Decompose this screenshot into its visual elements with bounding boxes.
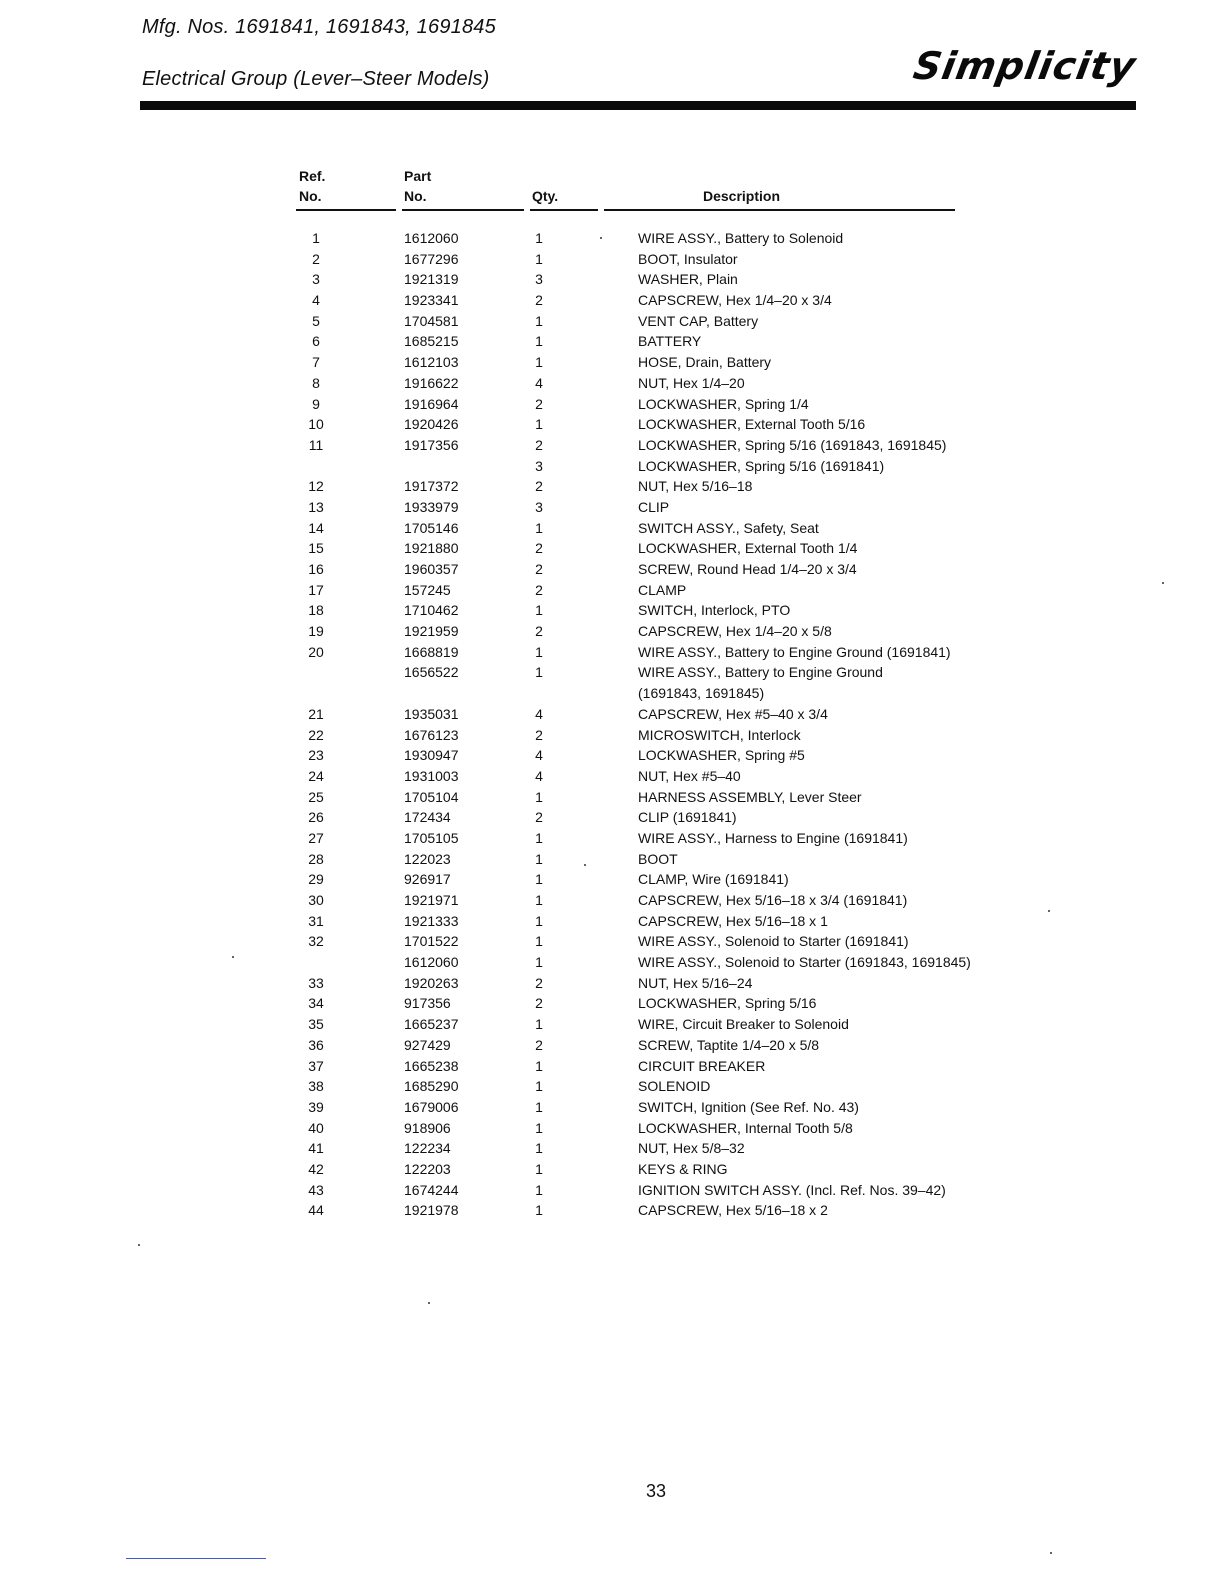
table-row (0, 911, 1224, 932)
table-row (0, 456, 1224, 477)
part-no: 918906 (404, 1119, 451, 1136)
scan-speck (428, 1302, 430, 1304)
part-no: 1916622 (404, 374, 459, 391)
description: CAPSCREW, Hex 1/4–20 x 3/4 (638, 292, 832, 309)
part-no: 1923341 (404, 292, 459, 309)
ref-no: 13 (308, 498, 324, 515)
table-row (0, 269, 1224, 290)
ref-no: 34 (308, 995, 324, 1012)
scan-speck (232, 956, 234, 958)
qty: 1 (535, 933, 543, 950)
description: SCREW, Taptite 1/4–20 x 5/8 (638, 1036, 820, 1053)
part-no: 1677296 (404, 250, 459, 267)
ref-no: 32 (308, 933, 324, 950)
ref-no: 20 (308, 643, 324, 660)
ref-no: 1 (312, 230, 320, 246)
qty: 1 (535, 892, 543, 908)
part-no: 1921959 (404, 623, 459, 640)
ref-no: 8 (312, 374, 320, 391)
col-header-description: Description (703, 188, 781, 204)
description: LOCKWASHER, Spring 5/16 (1691843, 1691845) (638, 436, 947, 453)
qty: 1 (535, 416, 543, 433)
table-row (0, 352, 1224, 373)
table-row (0, 1035, 1224, 1056)
qty: 2 (535, 623, 543, 640)
part-no: 122234 (404, 1140, 451, 1157)
description: CLIP (1691841) (638, 809, 737, 826)
table-row (0, 580, 1224, 601)
part-no: 1920263 (404, 974, 459, 991)
qty: 1 (535, 1098, 543, 1115)
description: WIRE ASSY., Battery to Solenoid (638, 230, 844, 246)
description: LOCKWASHER, Internal Tooth 5/8 (638, 1119, 853, 1136)
description: CLAMP, Wire (1691841) (638, 871, 789, 888)
part-no: 1612060 (404, 230, 459, 246)
ref-no: 18 (308, 602, 324, 619)
page-number: 33 (645, 1481, 667, 1501)
description: LOCKWASHER, Spring 1/4 (638, 395, 809, 412)
part-no: 1656522 (404, 664, 459, 681)
part-no: 1612060 (404, 954, 459, 971)
ref-no: 33 (308, 974, 324, 991)
description: LOCKWASHER, Spring 5/16 (638, 995, 817, 1012)
qty: 1 (535, 871, 543, 888)
table-row (0, 745, 1224, 766)
table-row (0, 290, 1224, 311)
qty: 1 (535, 602, 543, 619)
ref-no: 43 (308, 1181, 324, 1198)
description: HOSE, Drain, Battery (638, 354, 772, 371)
ref-no: 9 (312, 395, 320, 412)
qty: 2 (535, 436, 543, 453)
qty: 1 (535, 312, 543, 329)
ref-no: 25 (308, 788, 324, 805)
scan-speck (1162, 582, 1164, 584)
table-row (0, 621, 1224, 642)
qty: 2 (535, 581, 543, 598)
qty: 1 (535, 829, 543, 846)
ref-no: 17 (308, 581, 324, 598)
part-no: 1676123 (404, 726, 459, 743)
col-header-part: Part No. (404, 168, 432, 204)
table-row (0, 1014, 1224, 1035)
part-no: 1921971 (404, 892, 459, 908)
table-row (0, 1200, 1224, 1221)
table-row (0, 1076, 1224, 1097)
qty: 1 (535, 850, 543, 867)
part-no: 1921319 (404, 271, 459, 288)
part-no: 1917356 (404, 436, 459, 453)
description: NUT, Hex 5/16–24 (638, 974, 753, 991)
ref-no: 19 (308, 623, 324, 640)
qty: 1 (535, 1119, 543, 1136)
table-row (0, 931, 1224, 952)
qty: 1 (535, 1140, 543, 1157)
qty: 1 (535, 664, 543, 681)
part-no: 1960357 (404, 561, 459, 577)
part-no: 1920426 (404, 416, 459, 433)
part-no: 1710462 (404, 602, 459, 619)
group-title: Electrical Group (Lever–Steer Models) (142, 68, 490, 90)
ref-no: 37 (308, 1057, 324, 1074)
part-no: 926917 (404, 871, 451, 888)
qty: 1 (535, 954, 543, 971)
description: SOLENOID (638, 1078, 711, 1095)
description: MICROSWITCH, Interlock (638, 726, 801, 743)
qty: 1 (535, 1078, 543, 1095)
part-no: 1701522 (404, 933, 459, 950)
ref-no: 14 (308, 519, 324, 536)
qty: 4 (535, 747, 543, 764)
qty: 2 (535, 809, 543, 826)
ref-no: 6 (312, 333, 320, 350)
description: KEYS & RING (638, 1160, 728, 1177)
part-no: 122023 (404, 850, 451, 867)
table-row (0, 373, 1224, 394)
qty: 1 (535, 643, 543, 660)
ref-no: 15 (308, 540, 324, 557)
description: NUT, Hex #5–40 (638, 767, 741, 784)
col-header-ref: Ref. No. (299, 168, 326, 204)
description: BOOT, Insulator (638, 250, 738, 267)
description: CAPSCREW, Hex 5/16–18 x 2 (638, 1202, 828, 1219)
qty: 1 (535, 788, 543, 805)
table-row (0, 1056, 1224, 1077)
ref-no: 11 (308, 436, 324, 453)
ref-no: 12 (308, 478, 324, 495)
description: WIRE ASSY., Battery to Engine Ground (1691841) (638, 643, 951, 660)
qty: 1 (535, 230, 543, 246)
table-row (0, 993, 1224, 1014)
part-no: 1668819 (404, 643, 459, 660)
ref-no: 28 (308, 850, 324, 867)
table-row (0, 642, 1224, 663)
ref-no: 38 (308, 1078, 324, 1095)
table-row (0, 787, 1224, 808)
part-no: 122203 (404, 1160, 451, 1177)
ref-no: 5 (312, 312, 320, 329)
table-row (0, 435, 1224, 456)
mfg-numbers: Mfg. Nos. 1691841, 1691843, 1691845 (142, 16, 496, 38)
table-row (0, 1118, 1224, 1139)
description: WIRE ASSY., Harness to Engine (1691841) (638, 829, 908, 846)
ref-no: 39 (308, 1098, 324, 1115)
description: BOOT (638, 850, 678, 867)
qty: 4 (535, 374, 543, 391)
description: CIRCUIT BREAKER (638, 1057, 766, 1074)
header-underline (530, 209, 598, 211)
qty: 2 (535, 292, 543, 309)
table-row (0, 869, 1224, 890)
description: SWITCH ASSY., Safety, Seat (638, 519, 819, 536)
header-underline (402, 209, 524, 211)
part-no: 1921333 (404, 912, 459, 929)
qty: 1 (535, 912, 543, 929)
brand-logo: Simplicity (910, 44, 1140, 88)
qty: 1 (535, 519, 543, 536)
qty: 2 (535, 395, 543, 412)
description: CAPSCREW, Hex 5/16–18 x 1 (638, 912, 828, 929)
part-no: 1917372 (404, 478, 459, 495)
part-no: 1704581 (404, 312, 459, 329)
qty: 1 (535, 354, 543, 371)
description: WIRE ASSY., Solenoid to Starter (1691841) (638, 933, 909, 950)
description: (1691843, 1691845) (638, 685, 765, 702)
qty: 4 (535, 705, 543, 722)
ref-no: 35 (308, 1016, 324, 1033)
table-row (0, 725, 1224, 746)
ref-no: 36 (308, 1036, 324, 1053)
description: CLAMP (638, 581, 687, 598)
table-row (0, 766, 1224, 787)
table-row (0, 414, 1224, 435)
table-row (0, 538, 1224, 559)
description: CAPSCREW, Hex 5/16–18 x 3/4 (1691841) (638, 892, 908, 908)
qty: 2 (535, 995, 543, 1012)
part-no: 1674244 (404, 1181, 459, 1198)
part-no: 1933979 (404, 498, 459, 515)
ref-no: 44 (308, 1202, 324, 1219)
footer-rule (126, 1558, 266, 1559)
description: CAPSCREW, Hex 1/4–20 x 5/8 (638, 623, 832, 640)
ref-no: 2 (312, 250, 320, 267)
qty: 1 (535, 1181, 543, 1198)
qty: 2 (535, 1036, 543, 1053)
scan-speck (1050, 1552, 1052, 1554)
qty: 1 (535, 333, 543, 350)
description: SCREW, Round Head 1/4–20 x 3/4 (638, 561, 857, 577)
part-no: 1679006 (404, 1098, 459, 1115)
part-no: 927429 (404, 1036, 451, 1053)
table-row (0, 807, 1224, 828)
qty: 1 (535, 1202, 543, 1219)
scan-speck (138, 1244, 140, 1246)
part-no: 1930947 (404, 747, 459, 764)
description: LOCKWASHER, Spring #5 (638, 747, 805, 764)
qty: 3 (535, 271, 543, 288)
ref-no: 27 (308, 829, 324, 846)
table-row (0, 249, 1224, 270)
qty: 1 (535, 1160, 543, 1177)
description: LOCKWASHER, External Tooth 1/4 (638, 540, 858, 557)
ref-no: 26 (308, 809, 324, 826)
description: IGNITION SWITCH ASSY. (Incl. Ref. Nos. 39–42) (638, 1181, 946, 1198)
col-header-qty: Qty. (532, 188, 559, 204)
part-no: 917356 (404, 995, 451, 1012)
description: WASHER, Plain (638, 271, 738, 288)
ref-no: 7 (312, 354, 320, 371)
table-row (0, 662, 1224, 683)
header-underline (296, 209, 396, 211)
qty: 2 (535, 974, 543, 991)
description: HARNESS ASSEMBLY, Lever Steer (638, 788, 862, 805)
qty: 4 (535, 767, 543, 784)
qty: 1 (535, 250, 543, 267)
description: WIRE ASSY., Battery to Engine Ground (638, 664, 883, 681)
part-no: 1705104 (404, 788, 459, 805)
ref-no: 30 (308, 892, 324, 908)
description: LOCKWASHER, External Tooth 5/16 (638, 416, 866, 433)
part-no: 1931003 (404, 767, 459, 784)
description: SWITCH, Interlock, PTO (638, 602, 791, 619)
ref-no: 42 (308, 1160, 324, 1177)
parts-table (0, 228, 1224, 1221)
part-no: 1705105 (404, 829, 459, 846)
description: NUT, Hex 5/8–32 (638, 1140, 745, 1157)
part-no: 1921880 (404, 540, 459, 557)
part-no: 1935031 (404, 705, 459, 722)
part-no: 1685215 (404, 333, 459, 350)
table-row (0, 1097, 1224, 1118)
qty: 3 (535, 457, 543, 474)
ref-no: 40 (308, 1119, 324, 1136)
description: CLIP (638, 498, 670, 515)
table-row (0, 828, 1224, 849)
scan-speck (1048, 910, 1050, 912)
table-row (0, 559, 1224, 580)
header-underline (604, 209, 955, 211)
qty: 2 (535, 726, 543, 743)
header-rule (140, 101, 1136, 110)
description: VENT CAP, Battery (638, 312, 759, 329)
part-no: 1612103 (404, 354, 459, 371)
part-no: 1705146 (404, 519, 459, 536)
table-row (0, 890, 1224, 911)
part-no: 1665238 (404, 1057, 459, 1074)
description: WIRE, Circuit Breaker to Solenoid (638, 1016, 849, 1033)
ref-no: 24 (308, 767, 324, 784)
part-no: 1665237 (404, 1016, 459, 1033)
ref-no: 3 (312, 271, 320, 288)
table-row (0, 518, 1224, 539)
table-row (0, 228, 1224, 249)
table-row (0, 394, 1224, 415)
ref-no: 23 (308, 747, 324, 764)
table-row (0, 1159, 1224, 1180)
table-row (0, 497, 1224, 518)
part-no: 157245 (404, 581, 451, 598)
table-row (0, 849, 1224, 870)
description: NUT, Hex 5/16–18 (638, 478, 753, 495)
description: SWITCH, Ignition (See Ref. No. 43) (638, 1098, 859, 1115)
ref-no: 41 (308, 1140, 324, 1157)
qty: 1 (535, 1016, 543, 1033)
qty: 2 (535, 540, 543, 557)
ref-no: 10 (308, 416, 324, 433)
table-row (0, 973, 1224, 994)
table-row (0, 704, 1224, 725)
ref-no: 21 (308, 705, 324, 722)
description: BATTERY (638, 333, 702, 350)
table-row (0, 311, 1224, 332)
qty: 3 (535, 498, 543, 515)
ref-no: 16 (308, 561, 324, 577)
scan-speck (600, 237, 602, 239)
part-no: 1921978 (404, 1202, 459, 1219)
table-row (0, 476, 1224, 497)
description: LOCKWASHER, Spring 5/16 (1691841) (638, 457, 885, 474)
table-row (0, 952, 1224, 973)
table-row (0, 683, 1224, 704)
ref-no: 4 (312, 292, 320, 309)
ref-no: 29 (308, 871, 324, 888)
description: CAPSCREW, Hex #5–40 x 3/4 (638, 705, 828, 722)
table-row (0, 1180, 1224, 1201)
qty: 2 (535, 561, 543, 577)
scan-speck (584, 864, 586, 866)
description: WIRE ASSY., Solenoid to Starter (1691843, 1691845) (638, 954, 971, 971)
part-no: 1685290 (404, 1078, 459, 1095)
table-row (0, 1138, 1224, 1159)
qty: 1 (535, 1057, 543, 1074)
part-no: 172434 (404, 809, 451, 826)
part-no: 1916964 (404, 395, 459, 412)
ref-no: 22 (308, 726, 324, 743)
table-row (0, 600, 1224, 621)
ref-no: 31 (308, 912, 324, 929)
qty: 2 (535, 478, 543, 495)
table-row (0, 331, 1224, 352)
description: NUT, Hex 1/4–20 (638, 374, 745, 391)
